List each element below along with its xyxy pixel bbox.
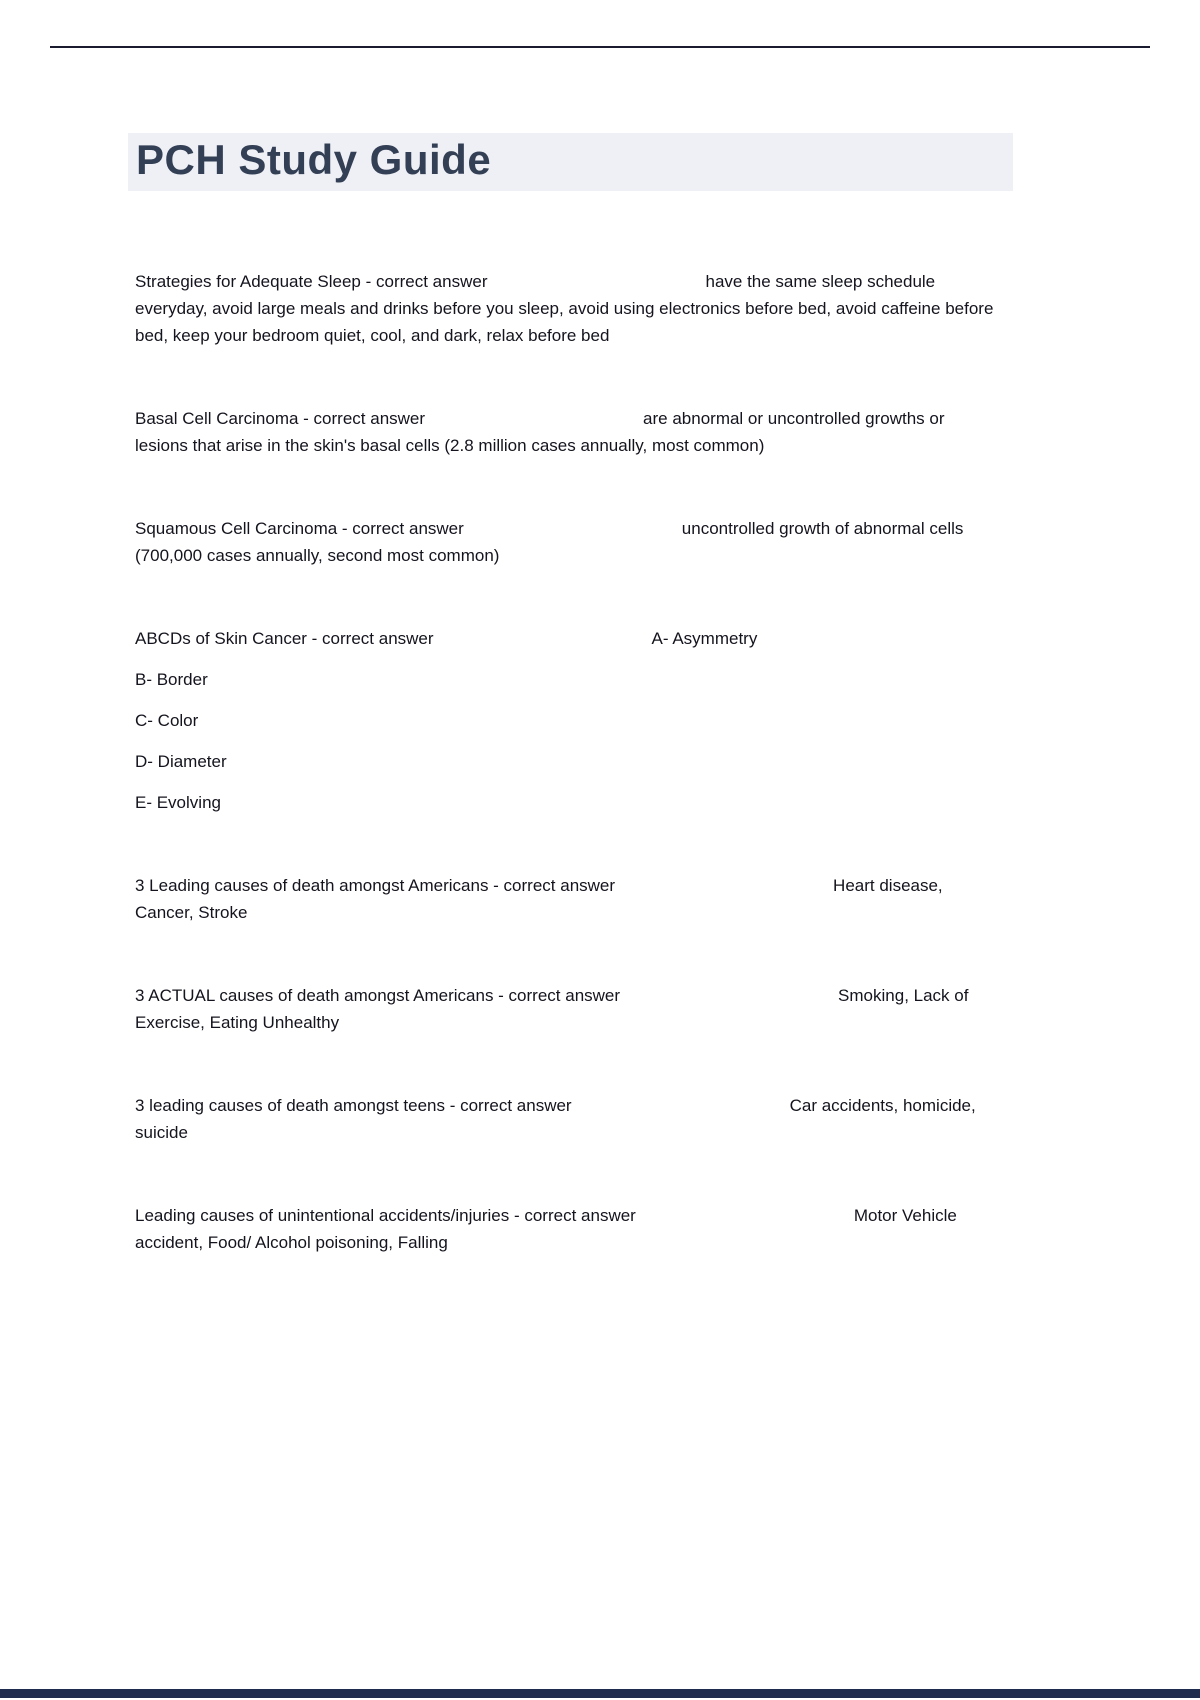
- answer-text: uncontrolled growth of abnormal cells (700,000 cases annually, second most common): [135, 519, 964, 565]
- qa-item: [135, 982, 997, 1036]
- qa-first-line: [135, 625, 997, 652]
- answer-text: Motor Vehicle accident, Food/ Alcohol poisoning, Falling: [135, 1206, 957, 1252]
- answer-label: - correct answer: [488, 876, 616, 895]
- answer-label: - correct answer: [360, 272, 488, 291]
- page-title: PCH Study Guide: [128, 133, 1013, 191]
- qa-item: [135, 268, 997, 349]
- answer-text: have the same sleep schedule everyday, avoid large meals and drinks before you sleep, avoid using electronics before bed, avoid caffeine before bed, keep your bedroom quiet, cool, and dark, relax before bed: [135, 272, 994, 345]
- document-body: [135, 268, 997, 1312]
- answer-label: - correct answer: [493, 986, 621, 1005]
- question-text: 3 leading causes of death amongst teens: [135, 1096, 445, 1115]
- answer-text: Heart disease, Cancer, Stroke: [135, 876, 943, 922]
- qa-item: [135, 405, 997, 459]
- answer-label: - correct answer: [445, 1096, 572, 1115]
- qa-item: [135, 625, 997, 816]
- redacted-answer-gap: [615, 890, 833, 891]
- qa-item: [135, 515, 997, 569]
- question-text: ABCDs of Skin Cancer: [135, 629, 307, 648]
- top-rule: [50, 46, 1150, 48]
- answer-list-line: C- Color: [135, 711, 199, 730]
- answer-text: are abnormal or uncontrolled growths or lesions that arise in the skin's basal cells (2.8 million cases annually, most common): [135, 409, 945, 455]
- answer-list-line: D- Diameter: [135, 752, 227, 771]
- answer-text: Car accidents, homicide, suicide: [135, 1096, 976, 1142]
- answer-text: A- Asymmetry: [651, 629, 758, 648]
- answer-label: - correct answer: [509, 1206, 636, 1225]
- redacted-answer-gap: [636, 1220, 854, 1221]
- answer-label: - correct answer: [337, 519, 464, 538]
- answer-text: Smoking, Lack of Exercise, Eating Unhealthy: [135, 986, 969, 1032]
- question-text: 3 Leading causes of death amongst Americans: [135, 876, 489, 895]
- question-text: 3 ACTUAL causes of death amongst Americans: [135, 986, 494, 1005]
- redacted-answer-gap: [620, 1000, 838, 1001]
- question-text: Strategies for Adequate Sleep: [135, 272, 361, 291]
- redacted-answer-gap: [464, 533, 682, 534]
- answer-list-line: E- Evolving: [135, 793, 221, 812]
- redacted-answer-gap: [572, 1110, 790, 1111]
- answer-label: - correct answer: [298, 409, 426, 428]
- question-text: Squamous Cell Carcinoma: [135, 519, 338, 538]
- redacted-answer-gap: [434, 643, 652, 644]
- redacted-answer-gap: [487, 286, 705, 287]
- question-text: Basal Cell Carcinoma: [135, 409, 299, 428]
- qa-item: [135, 1202, 997, 1256]
- answer-list-line: B- Border: [135, 670, 208, 689]
- footer-bar: [0, 1689, 1200, 1698]
- answer-label: - correct answer: [306, 629, 434, 648]
- qa-item: [135, 872, 997, 926]
- redacted-answer-gap: [425, 423, 643, 424]
- question-text: Leading causes of unintentional accidents/injuries: [135, 1206, 510, 1225]
- qa-item: [135, 1092, 997, 1146]
